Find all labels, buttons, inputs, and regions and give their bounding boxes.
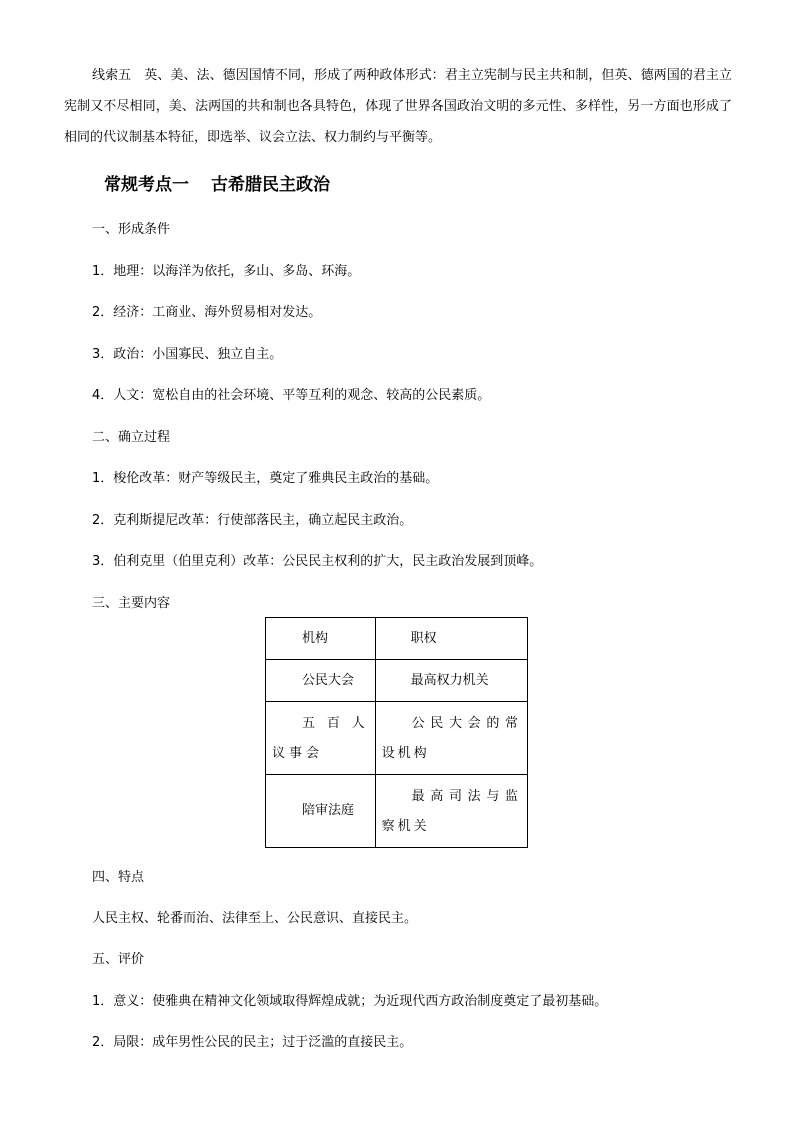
table-cell: 公民大会的常设机构 — [375, 702, 527, 775]
table-cell: 五百人议事会 — [266, 702, 376, 775]
section5-title: 五、评价 — [92, 952, 145, 967]
section2-item-3: 3．伯利克里（伯里克利）改革：公民民主权利的扩大，民主政治发展到顶峰。 — [92, 554, 543, 569]
section1-item-3: 3．政治：小国寡民、独立自主。 — [92, 347, 283, 362]
section1-item-2: 2．经济：工商业、海外贸易相对发达。 — [92, 305, 322, 320]
table-row — [266, 702, 528, 775]
section1-item-1: 1．地理：以海洋为依托，多山、多岛、环海。 — [92, 264, 361, 279]
section5-item-1: 1．意义：使雅典在精神文化领域取得辉煌成就；为近现代西方政治制度奠定了最初基础。 — [92, 994, 608, 1009]
section2-item-2: 2．克利斯提尼改革：行使部落民主，确立起民主政治。 — [92, 513, 413, 528]
table-cell: 最高司法与监察机关 — [375, 775, 527, 848]
section1-title: 一、形成条件 — [92, 222, 171, 237]
table-row — [266, 775, 528, 848]
section5-item-2: 2．局限：成年男性公民的民主；过于泛滥的直接民主。 — [92, 1035, 413, 1050]
section4-text: 人民主权、轮番而治、法律至上、公民意识、直接民主。 — [92, 911, 418, 926]
section3-title: 三、主要内容 — [92, 596, 171, 611]
table-cell: 陪审法庭 — [266, 775, 376, 848]
table-header-cell: 职权 — [375, 618, 527, 660]
section2-item-1: 1．梭伦改革：财产等级民主，奠定了雅典民主政治的基础。 — [92, 471, 439, 486]
table-header-row — [266, 618, 528, 660]
table-header-cell: 机构 — [266, 618, 376, 660]
intro-text: 线索五 英、美、法、德因国情不同，形成了两种政体形式：君主立宪制与民主共和制，但英、德两国的君主立宪制又不尽相同，美、法两国的共和制也各具特色，体现了世界各国政治文明的多元性、多样性，另一方面也形成了相同的代议制基本特征，即选举、议会立法、权力制约与平衡等。 — [64, 68, 732, 145]
heading-label: 常规考点一 — [104, 175, 189, 195]
section2-title: 二、确立过程 — [92, 430, 171, 445]
table-cell: 公民大会 — [266, 660, 376, 702]
section4-title: 四、特点 — [92, 870, 145, 885]
section1-item-4: 4．人文：宽松自由的社会环境、平等互利的观念、较高的公民素质。 — [92, 388, 491, 403]
table-row — [266, 660, 528, 702]
section-heading — [104, 170, 330, 195]
table-cell: 最高权力机关 — [375, 660, 527, 702]
institutions-table — [265, 617, 528, 848]
intro-paragraph — [64, 60, 732, 153]
heading-title: 古希腊民主政治 — [211, 175, 330, 195]
